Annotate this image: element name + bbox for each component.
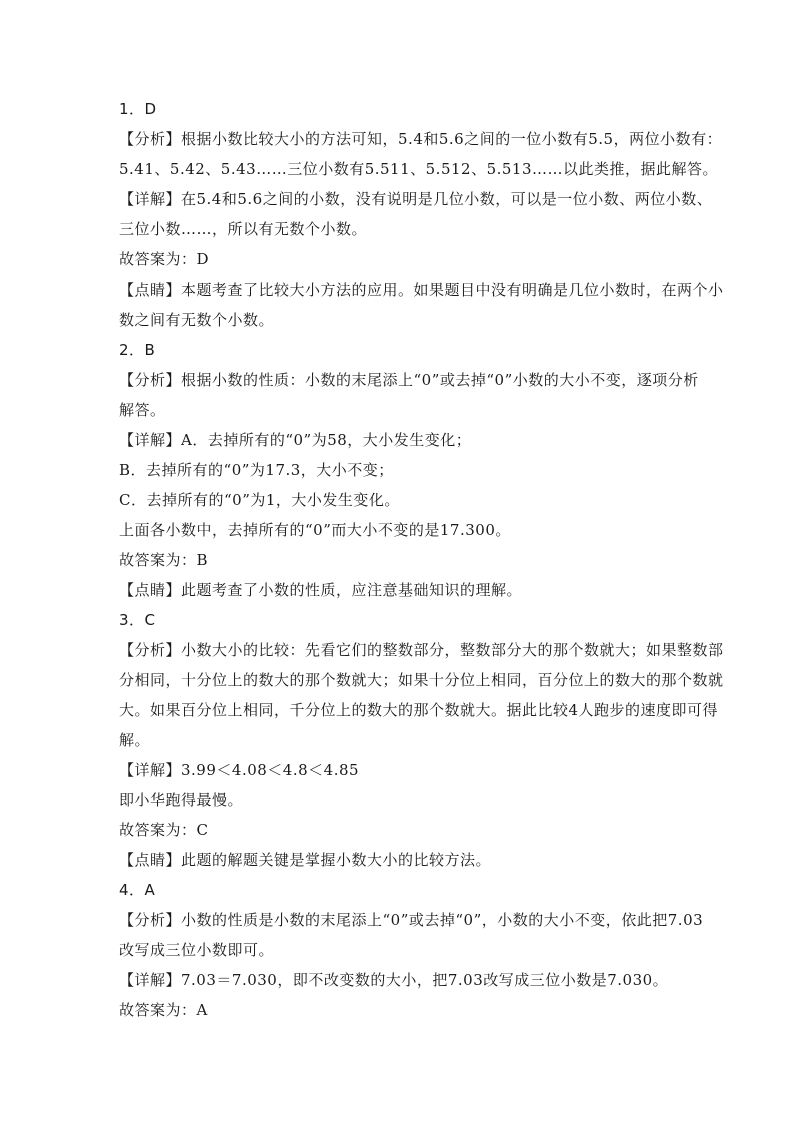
q2-detail-line-4: 上面各小数中，去掉所有的“0”而大小不变的是17.300。: [119, 521, 511, 539]
q3-analysis-line-1: 【分析】小数大小的比较：先看它们的整数部分，整数部分大的那个数就大；如果整数部: [119, 641, 724, 659]
q3-comment: 【点睛】此题的解题关键是掌握小数大小的比较方法。: [119, 851, 492, 869]
q4-answer: 故答案为：A: [119, 1001, 208, 1019]
q3-answer: 故答案为：C: [119, 821, 209, 839]
q2-detail-line-2: B．去掉所有的“0”为17.3，大小不变；: [119, 461, 394, 479]
q1-detail-line-1: 【详解】在5.4和5.6之间的小数，没有说明是几位小数，可以是一位小数、两位小数、: [119, 190, 713, 208]
question-2-number: 2．B: [119, 341, 156, 359]
q2-detail-line-3: C．去掉所有的“0”为1，大小发生变化。: [119, 491, 400, 509]
q4-analysis-line-2: 改写成三位小数即可。: [119, 941, 275, 959]
question-1-number: 1．D: [119, 100, 157, 118]
q2-answer: 故答案为：B: [119, 551, 209, 569]
q2-comment: 【点睛】此题考查了小数的性质，应注意基础知识的理解。: [119, 581, 523, 599]
q3-analysis-line-3: 大。如果百分位上相同，千分位上的数大的那个数就大。据此比较4人跑步的速度即可得: [119, 701, 719, 719]
q3-analysis-line-2: 分相同，十分位上的数大的那个数就大；如果十分位上相同，百分位上的数大的那个数就: [119, 671, 724, 689]
q1-detail-line-2: 三位小数……，所以有无数个小数。: [119, 220, 368, 238]
q2-analysis-line-1: 【分析】根据小数的性质：小数的末尾添上“0”或去掉“0”小数的大小不变，逐项分析: [119, 371, 699, 389]
q4-detail: 【详解】7.03＝7.030，即不改变数的大小，把7.03改写成三位小数是7.030。: [119, 971, 669, 989]
q4-analysis-line-1: 【分析】小数的性质是小数的末尾添上“0”或去掉“0”，小数的大小不变，依此把7.03: [119, 911, 704, 929]
q2-analysis-line-2: 解答。: [119, 401, 166, 419]
q3-detail-line-1: 【详解】3.99＜4.08＜4.8＜4.85: [119, 761, 360, 779]
q1-comment-line-1: 【点睛】本题考查了比较大小方法的应用。如果题目中没有明确是几位小数时，在两个小: [119, 281, 724, 299]
q1-analysis-line-2: 5.41、5.42、5.43……三位小数有5.511、5.512、5.513……以此类推，据此解答。: [119, 160, 719, 178]
q1-comment-line-2: 数之间有无数个小数。: [119, 311, 275, 329]
question-4-number: 4．A: [119, 881, 156, 899]
question-3-number: 3．C: [119, 611, 156, 629]
q2-detail-line-1: 【详解】A．去掉所有的“0”为58，大小发生变化；: [119, 431, 472, 449]
q1-answer: 故答案为：D: [119, 250, 210, 268]
q3-detail-line-2: 即小华跑得最慢。: [119, 791, 244, 809]
q3-analysis-line-4: 解。: [119, 731, 151, 749]
q1-analysis-line-1: 【分析】根据小数比较大小的方法可知，5.4和5.6之间的一位小数有5.5，两位小数有：: [119, 130, 723, 148]
